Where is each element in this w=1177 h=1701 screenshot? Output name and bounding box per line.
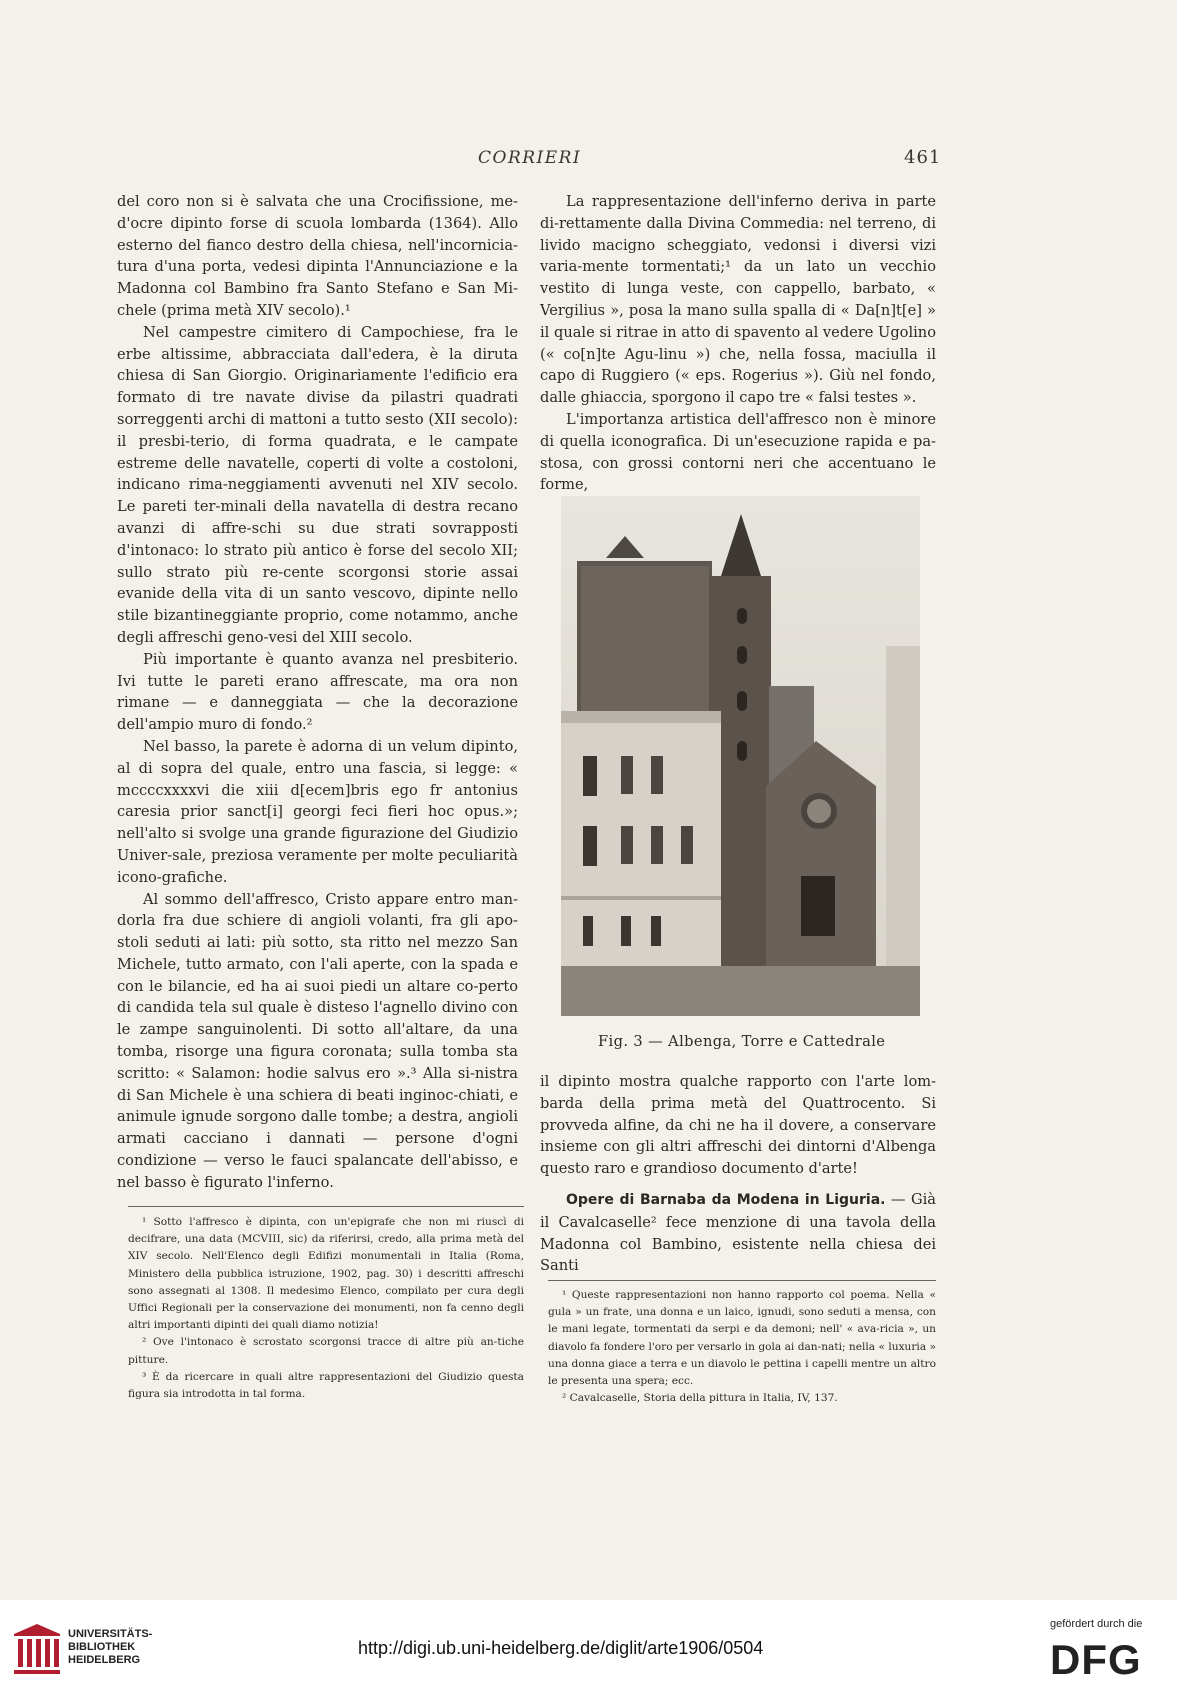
- footnotes-right: [548, 1287, 936, 1407]
- paragraph: Nel campestre cimitero di Campochiese, fra le erbe altissime, abbracciata dall'edera, è la diruta chiesa di San Giorgio. Originariamente l'edificio era formato di tre navate divise da pilastri quadrati sorreggenti archi di mattoni a tutto sesto (XII secolo): il presbi-terio, di forma quadrata, e le campate estreme delle navatelle, coperti di volte a costoloni, indicano rima-neggiamenti avvenuti nel XIV secolo. Le pareti ter-minali della navatella di destra recano avanzi di affre-schi su due strati sovrapposti d'intonaco: lo strato più antico è forse del secolo XII; sullo strato più re-cente scorgonsi storie assai evanide della vita di un santo vescovo, dipinte nello stile bizantineggiante proprio, come notammo, anche degli affreschi geno-vesi del XIII secolo.: [117, 323, 518, 646]
- digitization-footer: [0, 1600, 1177, 1701]
- university-library-logo-icon: [12, 1622, 62, 1678]
- paragraph: il dipinto mostra qualche rapporto con l'arte lom-barda della prima metà del Quattrocento. Si provveda alfine, da chi ne ha il dovere, a conservare insieme con gli altri affreschi dei dintorni d'Albenga questo raro e grandioso documento d'arte!: [540, 1073, 936, 1178]
- footnote: ¹ Sotto l'affresco è dipinta, con un'epigrafe che non mi riuscì di decifrare, una data (MCVIII, sic) da riferirsi, credo, alla prima metà del XIV secolo. Nell'Elenco degli Edifizi monumentali in Italia (Roma, Ministero della pubblica istruzione, 1902, pag. 30) i descritti affreschi sono assegnati al 1308. Il medesimo Elenco, compilato per cura degli Uffici Regionali per la conservazione dei monumenti, non fa cenno degli altri importanti dipinti dei quali diamo notizia!: [128, 1216, 524, 1332]
- paragraph: Più importante è quanto avanza nel presbiterio. Ivi tutte le pareti erano affrescate, ma ora non rimane — e danneggiata — che la decorazione dell'ampio muro di fondo.²: [117, 650, 518, 734]
- right-text-column-upper: [540, 191, 936, 496]
- footnote-rule: [548, 1280, 936, 1281]
- figure-caption: Fig. 3 — Albenga, Torre e Cattedrale: [598, 1033, 886, 1050]
- footnote: ³ È da ricercare in quali altre rappresentazioni del Giudizio questa figura sia introdotta in tal forma.: [128, 1370, 524, 1401]
- page-number: 461: [904, 147, 942, 168]
- section-heading: Opere di Barnaba da Modena in Liguria.: [566, 1191, 886, 1208]
- paragraph: Al sommo dell'affresco, Cristo appare entro man-dorla fra due schiere di angioli volanti, fra gli apo-stoli seduti ai lati: più sotto, sta ritto nel mezzo San Michele, tutto armato, con l'ali aperte, con la spada e con le bilancie, ed ha ai suoi piedi un altare co-perto di candida tela sul quale è disteso l'agnello divino con le zampe sanguinolenti. Di sotto all'altare, da una tomba, risorge una figura coronata; sulla tomba sta scritto: « Salamon: hodie salvus ero ».³ Alla si-nistra di San Michele è una schiera di beati inginoc-chiati, e animule ignude sorgono dalle tombe; a destra, angioli armati cacciano i dannati — persone d'ogni condizione — verso le fauci spalancate dell'abisso, e nel basso è figurato l'inferno.: [117, 890, 518, 1191]
- paragraph: L'importanza artistica dell'affresco non è minore di quella iconografica. Di un'esecuzione rapida e pa-stosa, con grossi contorni neri che accentuano le forme,: [540, 410, 936, 494]
- paragraph: [540, 1189, 936, 1277]
- footnotes-left: [128, 1214, 524, 1403]
- footnote: ¹ Queste rappresentazioni non hanno rapporto col poema. Nella « gula » un frate, una donna e un laico, ignudi, sono seduti a mensa, con le mani legate, tormentati da serpi e da demoni; nell' « ava-ricia », un diavolo fa fondere l'oro per versarlo in gola ai dan-nati; nella « luxuria » una donna giace a terra e un diavolo le pettina i capelli mentre un altro le presenta una spera; ecc.: [548, 1289, 936, 1388]
- right-text-column-lower: [540, 1071, 936, 1277]
- paragraph: La rappresentazione dell'inferno deriva in parte di-rettamente dalla Divina Commedia: nel terreno, di livido macigno scheggiato, vedonsi i diversi vizi varia-mente tormentati;¹ da un lato un vecchio vestito di lunga veste, con cappello, barbato, « Vergilius », posa la mano sulla spalla di « Da[n]t[e] » il quale si ritrae in atto di spavento al vedere Ugolino (« co[n]te Agu-linu ») che, nella fossa, maciulla il capo di Ruggiero (« eps. Rogerius »). Giù nel fondo, dalle ghiaccia, sporgono il capo tre « falsi testes ».: [540, 193, 936, 407]
- running-head: CORRIERI: [478, 148, 582, 168]
- library-name: UNIVERSITÄTS- BIBLIOTHEK HEIDELBERG: [68, 1628, 153, 1666]
- section-text: — Già il Cavalcaselle² fece menzione di una tavola della Madonna col Bambino, esistente nella chiesa dei Santi: [540, 1190, 936, 1275]
- paragraph: Nel basso, la parete è adorna di un velum dipinto, al di sopra del quale, entro una fascia, si legge: « mcccсxxxxvi die xiii d[ecem]bris ego fr antonius caresia prior sanct[i] georgi feci fieri hoc opus.»; nell'alto si svolge una grande figurazione del Giudizio Univer-sale, preziosa veramente per molte peculiarità icono-grafiche.: [117, 737, 518, 886]
- funding-label: gefördert durch die: [1050, 1618, 1143, 1630]
- source-url-link[interactable]: http://digi.ub.uni-heidelberg.de/diglit/arte1906/0504: [358, 1638, 764, 1658]
- cathedral-photo-illustration: [561, 496, 920, 1016]
- left-text-column: [117, 191, 518, 1194]
- footnote-rule: [128, 1206, 524, 1207]
- dfg-logo: DFG: [1050, 1636, 1142, 1683]
- footnote: ² Cavalcaselle, Storia della pittura in Italia, IV, 137.: [562, 1392, 838, 1405]
- figure-photo-albenga-cathedral: [561, 496, 920, 1016]
- paragraph: del coro non si è salvata che una Crocifissione, me-d'ocre dipinto forse di scuola lombarda (1364). Allo esterno del fianco destro della chiesa, nell'incornicia-tura d'una porta, vedesi dipinta l'Annunciazione e la Madonna col Bambino fra Santo Stefano e San Mi-chele (prima metà XIV secolo).¹: [117, 193, 518, 319]
- footnote: ² Ove l'intonaco è scrostato scorgonsi tracce di altre più an-tiche pitture.: [128, 1336, 524, 1366]
